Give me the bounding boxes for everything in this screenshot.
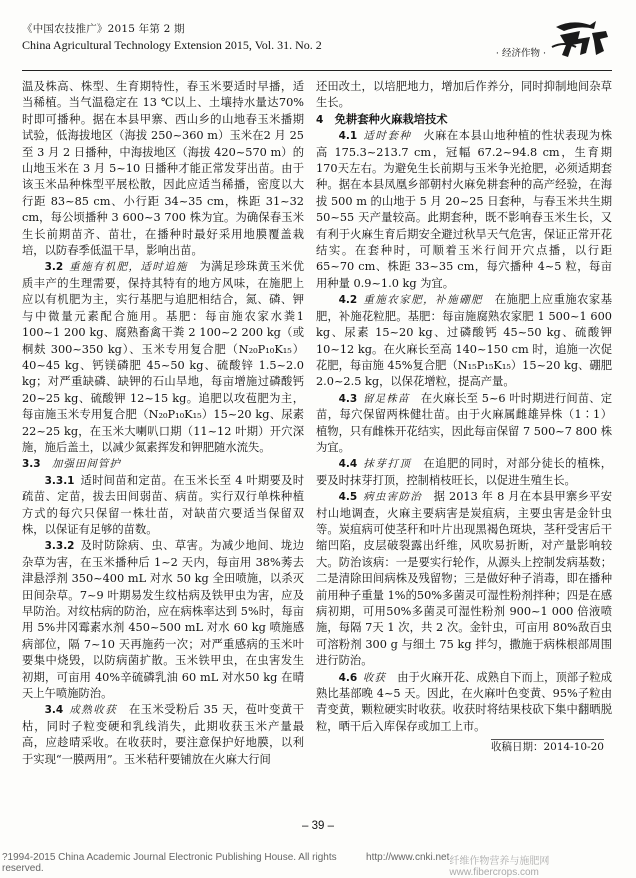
section-heading [316,112,612,128]
left-column [22,79,304,768]
page-number: – 39 – [302,820,334,832]
paragraph-number: 3.4 [44,704,64,717]
section-heading [22,456,304,472]
paragraph-title: 收获 [362,671,386,684]
paragraph [22,259,304,456]
paragraph [316,391,612,457]
page-header [22,21,612,69]
journal-logo [550,17,612,59]
paragraph-number: 4.3 [338,392,358,405]
paragraph-body: 在玉米受粉后 35 天，苞叶变黄干枯，同时子粒变硬和乳线消失，此期收获玉米产量最高，应趁晴采收。在收获时，要注意保护好地膜，以利于实现“一膜两用”。玉米秸秆要铺放在火麻大行间 [22,703,304,766]
paragraph-number: 4.2 [338,294,358,307]
paragraph-title: 抹芽打顶 [362,458,412,471]
paragraph-body: 及时防除病、虫、草害。为减少地间、垅边杂草为害，在玉米播种后 1~2 天内，每亩用 38%莠去津悬浮剂 350~400 mL 对水 50 kg 全田喷施，以杀灭田间杂草。7~9 叶期易发生纹枯病及铁甲虫为害，应及早防治。对纹枯病的防治，应在病株率达到 5%时，每亩用 5%井冈霉素水剂 450~500 mL 对水 60 kg 喷施感病部位，隔 7~10 天再施药一次；对严重感病的玉米叶要集中烧毁，以防病菌扩散。玉米铁甲虫，在虫害发生初期，可亩用 40%辛硫磷乳油 60 mL 对水50 kg 在晴天上午喷施防治。 [22,539,304,701]
section-title: 免耕套种火麻栽培技术 [334,112,448,126]
paragraph-body: 火麻在本县山地种植的性状表现为株高 175.3~213.7 cm，冠幅 67.2~94.8 cm，生育期 170天左右。为避免生长前期与玉米争光抢肥，必须适期套种。据在本县凤凰乡部朝村火麻免耕套种的高产经验，在海拔 500 m 的山地于 5 月 20~25 日套种，与春玉米共生期 50~55 天产量较高。此期套种，既不影响春玉米生长，又有利于火麻生育后期安全避过秋旱天气危害，保证正常开花结实。在套种时，可顺着玉米行间开穴点播，以行距 65~70 cm、株距 33~35 cm，每穴播种 4~5 粒，每亩用种量 0.9~1.0 kg 为宜。 [316,129,612,290]
section-label: · 经济作物 · [495,48,546,59]
paragraph [22,79,304,259]
copyright-notice: ?1994-2015 China Academic Journal Electronic Publishing House. All rights reserved. [2,852,337,874]
section-number: 4 [316,113,324,126]
paragraph-body: 适时间苗和定苗。在玉米长至 4 叶期要及时疏苗、定苗，拔去田间弱苗、病苗。实行双行单株种植方式的每穴只保留一株壮苗，对缺苗穴要适当保留双株，以保证有足够的苗数。 [22,473,304,536]
site-url[interactable]: http://www.cnki.net [366,852,450,863]
paragraph-title: 留足株苗 [362,392,410,405]
paragraph [22,473,304,539]
section-title: 加强田间管护 [51,458,121,471]
paragraph-title: 适时套种 [362,130,412,143]
paragraph-body: 温及株高、株型、生育期特性，春玉米要适时早播，适当稀植。当气温稳定在 13 ℃以上、土壤持水量达70%时即可播种。据在本县甲寨、西山乡的山地春玉米播期试验，低海拔地区（海拔 250~360 m）玉米在2 月 25 至 3 月 2 日播种，中海拔地区（海拔 420~570 m）的山地玉米在 3 月 5~10 日播种才能正常发芽出苗。由于该玉米品种株型平展松散，因此应适当稀播，密度以大行距 83~85 cm、小行距 34~35 cm，株距 31~32 cm，每公顷播种 3 600~3 700 株为宜。为确保春玉米生长前期苗齐、苗壮，在播种时最好采用地膜覆盖栽培，以防春季低温干旱，影响出苗。 [22,80,304,258]
paragraph-title: 重施农家肥，补施硼肥 [362,294,484,307]
paragraph-number: 3.3.1 [44,474,75,487]
paragraph-number: 3.3.2 [44,540,75,553]
right-column [316,79,612,756]
paragraph-body: 在火麻长至 5~6 叶时期进行间苗、定苗，每穴保留两株健壮苗。由于火麻属雌雄异株（1∶1）植物，只有雌株开花结实，因此每亩保留 7 500~7 800 株为宜。 [316,391,613,454]
paragraph [22,538,304,702]
paragraph-title: 重施有机肥，适时追施 [68,261,188,274]
paragraph [316,128,612,292]
paragraph-number: 3.2 [44,261,64,274]
paragraph-number: 4.4 [338,458,358,471]
journal-title-cn: 《中国农技推广》2015 年第 2 期 [22,23,185,35]
received-date [316,739,612,755]
journal-title-en: China Agricultural Technology Extension 2015, Vol. 31. No. 2 [22,38,322,52]
paragraph [22,702,304,768]
paragraph-body: 为满足珍珠黄玉米优质丰产的生理需要，保持其特有的地方风味，在施肥上应以有机肥为主，实行基肥与追肥相结合，氮、磷、钾与中微量元素配合施用。基肥：每亩施农家水粪1 100~1 200 kg、腐熟畜禽干粪 2 100~2 200 kg（或桐麸 300~350 kg）、玉米专用复合肥（N₂₀P₁₀K₁₅）40~45 kg、钙镁磷肥 45~50 kg、硫酸锌 1.5~2.0 kg；对严重缺磷、缺钾的石山旱地，每亩增施过磷酸钙 20~25 kg、硫酸钾 12~15 kg。追肥以攻苞肥为主，每亩施玉米专用复合肥（N₂₀P₁₀K₁₅）15~20 kg、尿素 22~25 kg，在玉米大喇叭口期（11~12 叶期）开穴深施，施后盖土，以减少氮素挥发和钾肥随水流失。 [22,260,304,454]
paragraph-body: 还田改土，以培肥地力，增加后作养分，同时抑制地间杂草生长。 [316,80,612,110]
paragraph [316,489,612,669]
paragraph-body: 由于火麻开花、成熟自下而上，顶部子粒成熟比基部晚 4~5 天。因此，在火麻叶色变黄、95%子粒由青变黄，颗粒硬实时收获。收获时将结果枝砍下集中翻晒脱粒，晒干后入库保存或加工上市。 [316,670,612,733]
paragraph-title: 成熟收获 [68,704,118,717]
paragraph [316,292,612,390]
paragraph-body: 据 2013 年 8 月在本县甲寨乡平安村山地调查，火麻主要病害是炭疽病，主要虫害是金针虫等。炭疽病可使茎秆和叶片出现黑褐色斑块，茎秆受害后干缩凹陷，皮层破裂露出纤维，风吹易折断，对产量影响较大。防治该病：一是要实行轮作，从源头上控制发病基数；二是清除田间病株及残留物；三是做好种子消毒，即在播种前用种子重量 1%的50%多菌灵可湿性粉剂拌种；四是在感病初期，可用50%多菌灵可湿性粉剂 900~1 000 倍液喷施，每隔 7天 1 次，共 2 次。金针虫，可亩用 80%敌百虫可溶粉剂 300 g 与细土 75 kg 拌匀，撒施于病株根部周围进行防治。 [316,490,612,668]
paragraph-body: 在施肥上应重施农家基肥，补施花粒肥。基肥：每亩施腐熟农家肥 1 500~1 600 kg、尿素 15~20 kg、过磷酸钙 45~50 kg、硫酸钾 10~12 kg。在火麻长至高 140~150 cm 时，追施一次促花肥，每亩施 45%复合肥（N₁₅P₁₅K₁₅）15~20 kg、硼肥 2.0~2.5 kg，以保花增粒，提高产量。 [316,293,612,389]
paragraph [316,79,612,112]
paragraph [316,456,612,489]
paragraph-number: 4.1 [338,130,358,143]
paragraph-number: 4.5 [338,491,358,504]
watermark: 纤维作物营养与施肥网 www.fibercrops.com [449,856,550,878]
paragraph [316,670,612,736]
paragraph-number: 4.6 [338,671,358,684]
header-rule [22,70,612,71]
paragraph-body: 在追肥的同时，对部分徒长的植株，要及时抹芽打顶，控制梢枝旺长，以促进生殖生长。 [316,457,612,487]
page-footer [2,852,634,878]
paragraph-title: 病虫害防治 [362,491,423,504]
section-number: 3.3 [22,458,41,471]
received-date-text: 收稿日期：2014-10-20 [490,741,604,754]
